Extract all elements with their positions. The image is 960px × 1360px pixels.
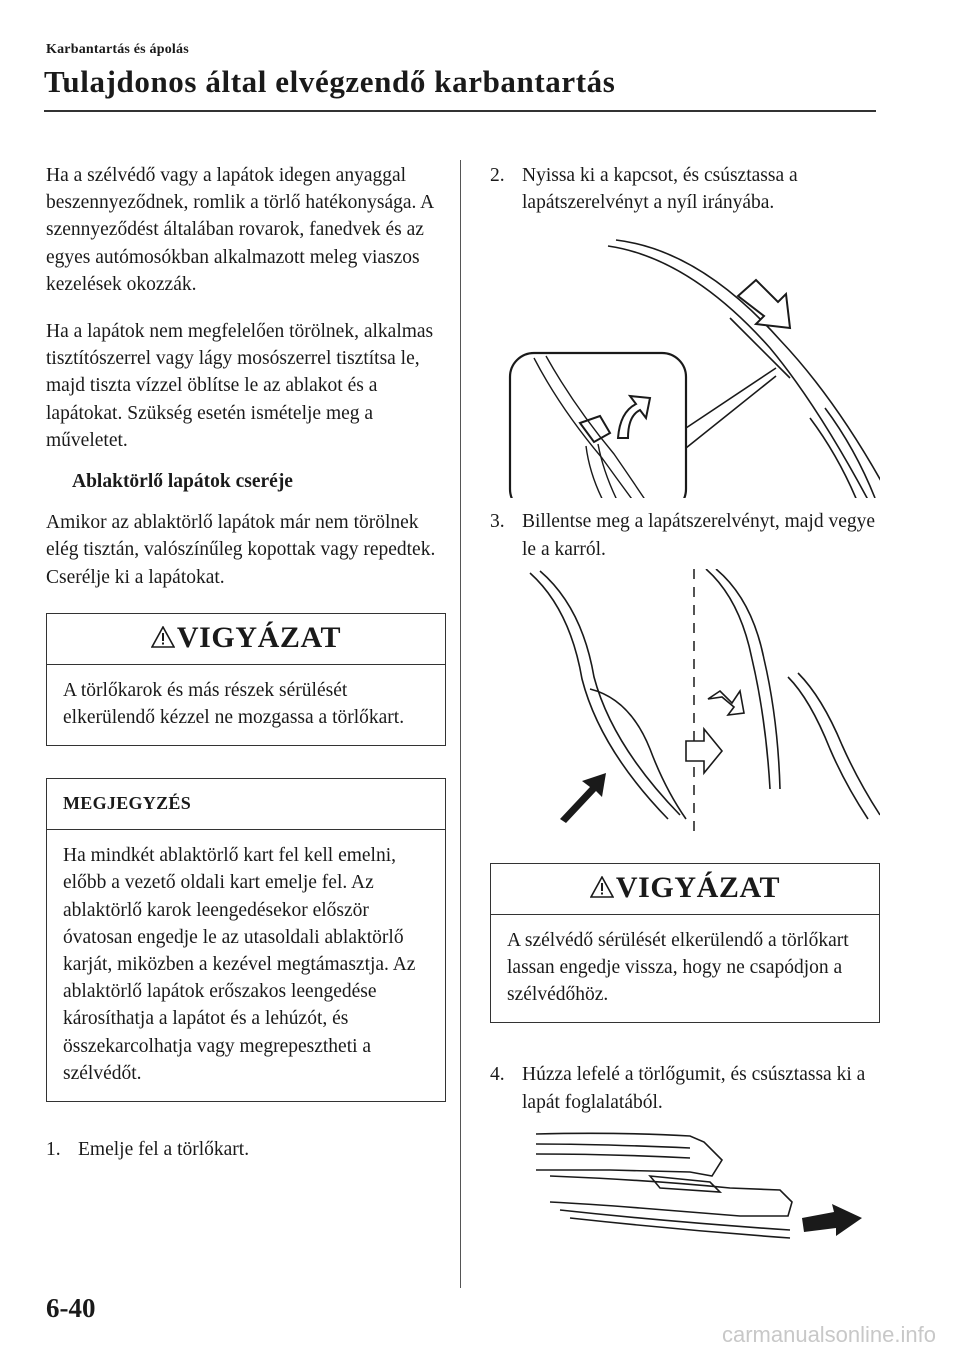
section-title: Karbantartás és ápolás [46, 42, 189, 57]
step-4-number: 4. [490, 1064, 505, 1086]
pull-out-arrow-icon [802, 1204, 862, 1236]
note-text: Ha mindkét ablaktörlő kart fel kell emelni, előbb a vezető oldali kart emelje fel. Az ablaktörlő karok leengedésekor először óvatosan engedje le az utasoldali ablaktörlő karját, miközben a kezével megtámasztja. Az ablaktörlő lapátok erőszakos leengedése károsíthatja a lapátot és a lehúzót, és összekarcolhatja vagy megrepesztheti a szélvédőt. [63, 845, 416, 1084]
transition-arrow-icon [686, 729, 722, 773]
caution-text-1: A törlőkarok és más részek sérülését elkerülendő kézzel ne mozgassa a törlőkart. [63, 679, 405, 729]
step-1-text: Emelje fel a törlőkart. [78, 1139, 250, 1161]
step-3-number: 3. [490, 511, 505, 533]
note-box [46, 778, 446, 1102]
caution-header-2 [491, 864, 879, 915]
paragraph-replace: Cserélje ki a lapátokat. [46, 566, 225, 588]
step-3 [490, 508, 880, 562]
wiper-after-illustration [706, 569, 880, 819]
step-3-text: Billentse meg a lapátszerelvényt, majd vegye le a karról. [522, 511, 876, 560]
page-number: 6-40 [46, 1293, 96, 1323]
clip-detail-inset [510, 353, 776, 498]
paragraph-worn-blades: Amikor az ablaktörlő lapátok már nem törölnek elég tisztán, valószínűleg kopottak vagy repedtek. [46, 512, 436, 561]
caution-box-1 [46, 613, 446, 746]
wiper-before-illustration [530, 571, 686, 819]
step-1 [46, 1136, 446, 1163]
paragraph-contamination: Ha a szélvédő vagy a lapátok idegen anyaggal beszennyeződnek, romlik a törlő hatékonysága. A szennyeződést általában rovarok, fanedvek és az egyes autómosókban alkalmazott meleg viaszos kezelések okozzák. [46, 165, 434, 295]
figure-step-4-rubber-slide [490, 1130, 880, 1260]
warning-triangle-icon [590, 876, 614, 898]
caution-header-1 [47, 614, 445, 665]
step-1-number: 1. [46, 1139, 61, 1161]
caution-label-2: VIGYÁZAT [615, 870, 781, 904]
wiper-blade-illustration [536, 1133, 792, 1238]
detach-arrow-icon [708, 691, 744, 715]
step-2-text: Nyissa ki a kapcsot, és csúsztassa a lapátszerelvényt a nyíl irányába. [522, 165, 798, 214]
figure-step-2-clip-slide [490, 218, 880, 498]
paragraph-cleaning: Ha a lapátok nem megfelelően törölnek, alkalmas tisztítószerrel vagy lágy mosószerrel tisztítsa le, majd tiszta vízzel öblítse le az ablakot és a lapátokat. Szükség esetén ismételje meg a műveletet. [46, 321, 434, 451]
figure-step-3-tilt-remove [490, 569, 880, 839]
warning-triangle-icon [151, 626, 175, 648]
caution-label-1: VIGYÁZAT [176, 620, 342, 654]
caution-text-2: A szélvédő sérülését elkerülendő a törlőkart lassan engedje vissza, hogy ne csapódjon a szélvédőhöz. [507, 929, 849, 1006]
step-4-text: Húzza lefelé a törlőgumit, és csúsztassa ki a lapát foglalatából. [522, 1064, 866, 1113]
caution-box-2 [490, 863, 880, 1024]
page-title: Tulajdonos által elvégzendő karbantartás [44, 64, 616, 99]
step-2 [490, 162, 880, 216]
tilt-down-arrow-icon [560, 773, 606, 823]
left-column [46, 162, 446, 1163]
title-rule [44, 110, 876, 112]
subheading-blade-replacement: Ablaktörlő lapátok cseréje [72, 471, 293, 493]
right-column [490, 162, 880, 1260]
watermark: carmanualsonline.info [721, 1322, 936, 1347]
step-4 [490, 1061, 880, 1115]
column-divider [460, 160, 461, 1288]
step-2-number: 2. [490, 165, 505, 186]
note-header: MEGJEGYZÉS [47, 779, 445, 830]
slide-direction-arrow-icon [738, 280, 790, 328]
